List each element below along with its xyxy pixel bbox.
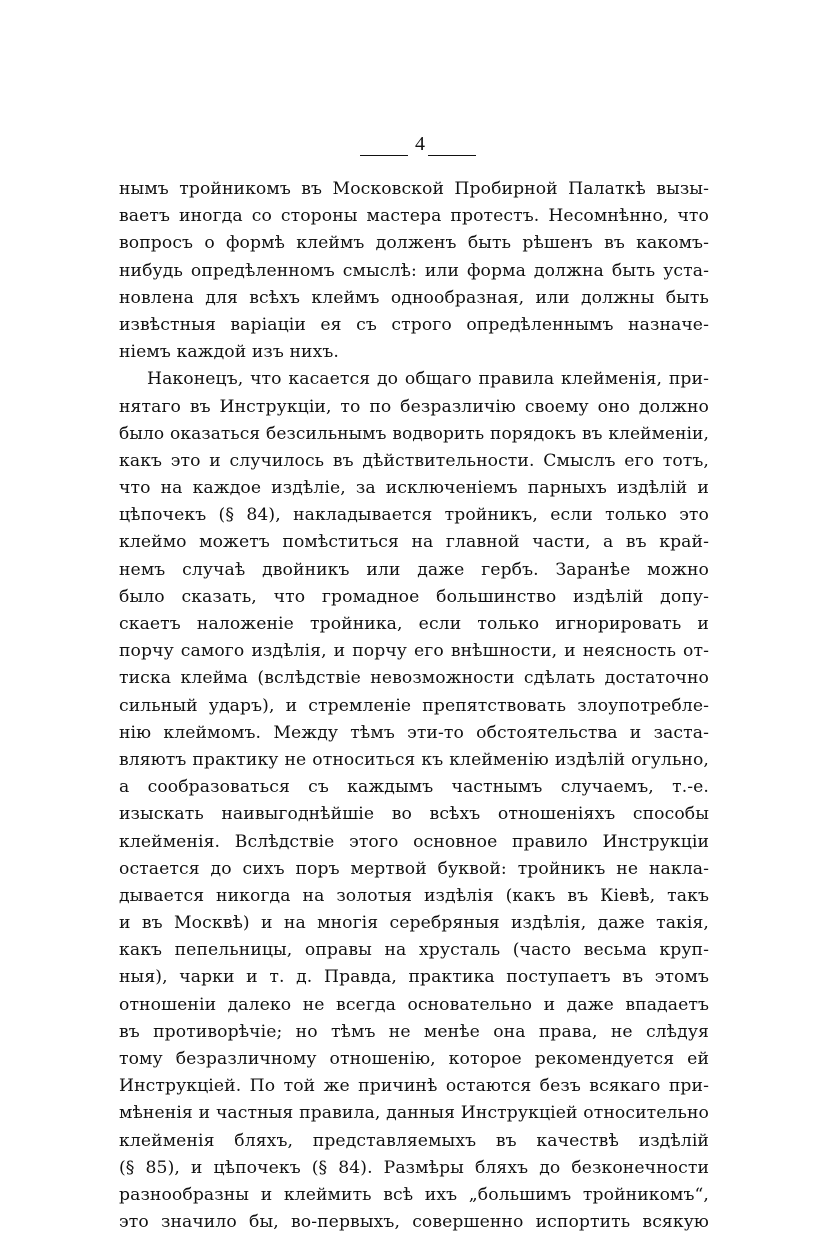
text-line: скаетъ наложеніе тройника, если только игнорировать и [119,614,709,634]
text-line: клейменія бляхъ, представляемыхъ въ качествѣ издѣлій [119,1130,709,1151]
text-line: немъ случаѣ двойникъ или даже гербъ. Заранѣе можно [119,559,709,580]
text-line: нію клеймомъ. Между тѣмъ эти-то обстоятельства и заста- [119,722,709,743]
text-line: остается до сихъ поръ мертвой буквой: тройникъ не накла- [119,858,709,879]
text-line: тиска клейма (вслѣдствіе невозможности сдѣлать достаточно [119,668,709,689]
text-line: ныя), чарки и т. д. Правда, практика поступаетъ въ этомъ [119,967,709,988]
text-line: новлена для всѣхъ клеймъ однообразная, или должны быть [119,287,709,308]
text-line: сильный ударъ), и стремленіе препятствовать злоупотребле- [119,695,709,716]
text-line: что на каждое издѣліе, за исключеніемъ парныхъ издѣлій и [119,478,709,499]
text-line: Инструкціей. По той же причинѣ остаются безъ всякаго при- [119,1076,709,1097]
text-line: клеймо можетъ помѣститься на главной части, а въ край- [119,532,709,553]
text-line: въ противорѣчіе; но тѣмъ не менѣе она права, не слѣдуя [119,1021,709,1042]
text-line: извѣстныя варіаціи ея съ строго опредѣленнымъ назначе- [119,314,709,335]
page-number: 4 [415,133,425,155]
text-line: цѣпочекъ (§ 84), накладывается тройникъ, если только это [119,505,709,526]
body-text [119,176,709,1236]
text-line: отношеніи далеко не всегда основательно и даже впадаетъ [119,994,709,1015]
header-rule-left [360,155,408,156]
text-line: это значило бы, во-первыхъ, совершенно испортить всякую [119,1212,709,1233]
text-line: было сказать, что громадное большинство издѣлій допу- [119,586,709,607]
text-line: мѣненія и частныя правила, данныя Инструкціей относительно [119,1103,709,1124]
text-line: и въ Москвѣ) и на многія серебряныя издѣлія, даже такія, [119,913,709,934]
text-line: (§ 85), и цѣпочекъ (§ 84). Размѣры бляхъ до безконечности [119,1157,709,1178]
text-line: а сообразоваться съ каждымъ частнымъ случаемъ, т.-е. [119,777,709,798]
text-line: было оказаться безсильнымъ водворить порядокъ въ клейменіи, [119,423,709,444]
text-line: нымъ тройникомъ въ Московской Пробирной Палаткѣ вызы- [119,179,709,199]
text-line: ваетъ иногда со стороны мастера протестъ. Несомнѣнно, что [119,206,709,227]
page-number-wrap [0,133,840,155]
text-line: вопросъ о формѣ клеймъ долженъ быть рѣшенъ въ какомъ- [119,233,709,254]
text-line: вляютъ практику не относиться къ клейменію издѣлій огульно, [119,749,709,770]
header-rule-right [428,155,476,156]
text-line: ніемъ каждой изъ нихъ. [119,342,339,363]
text-line: какъ пепельницы, оправы на хрусталь (часто весьма круп- [119,940,709,961]
text-line: дывается никогда на золотыя издѣлія (какъ въ Кіевѣ, такъ [119,885,709,906]
text-line: изыскать наивыгоднѣйшіе во всѣхъ отношеніяхъ способы [119,804,709,825]
text-line: какъ это и случилось въ дѣйствительности. Смыслъ его тотъ, [119,450,709,471]
text-line: тому безразличному отношенію, которое рекомендуется ей [119,1049,709,1069]
text-line: порчу самого издѣлія, и порчу его внѣшности, и неясность от- [119,641,709,662]
text-line: нибудь опредѣленномъ смыслѣ: или форма должна быть уста- [119,260,709,281]
text-line: клейменія. Вслѣдствіе этого основное правило Инструкціи [119,831,709,852]
text-line: нятаго въ Инструкціи, то по безразличію своему оно должно [119,396,709,417]
text-line: разнообразны и клеймить всѣ ихъ „большимъ тройникомъ“, [119,1184,709,1205]
paragraph-start-line: Наконецъ, что касается до общаго правила клейменія, при- [147,369,709,390]
